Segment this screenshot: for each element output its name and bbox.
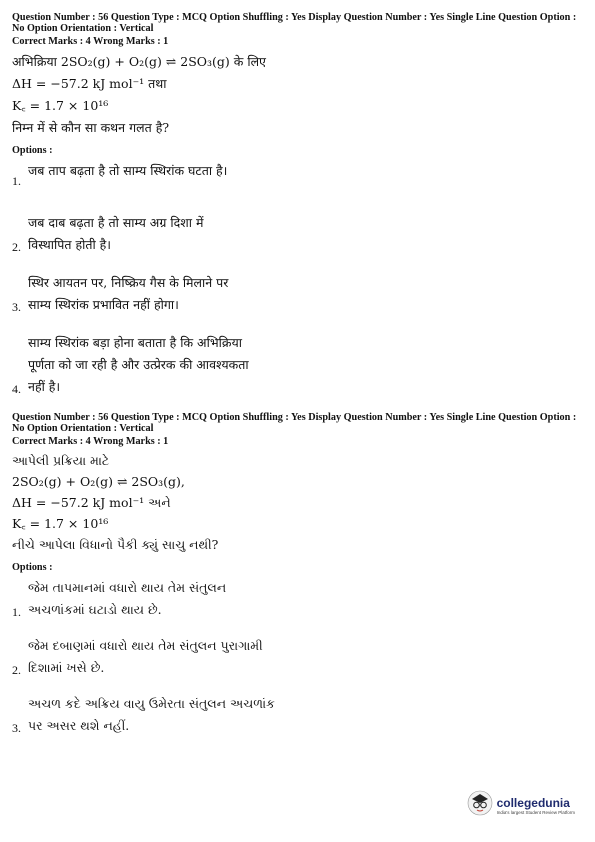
question-block-gujarati [12,412,587,737]
question-block-hindi [12,12,587,398]
marks-info: Correct Marks : 4 Wrong Marks : 1 [12,436,169,447]
question-header: Question Number : 56 Question Type : MCQ Option Shuffling : Yes Display Question Number : Yes Single Line Question Option : No Option Orientation : Vertical [12,412,577,434]
mascot-icon [467,790,493,820]
option-text: पूर्णता को जा रही है और उत्प्रेरक की आवश्यकता [28,357,249,372]
option-2[interactable] [12,212,587,256]
option-text: દિશામાં ખસે છે. [28,660,105,675]
option-number: 2. [12,663,21,677]
option-1[interactable] [12,160,587,190]
option-text: અચળાંકમાં ઘટાડો થાય છે. [28,602,162,617]
option-2[interactable] [12,635,587,679]
logo-brand: collegedunia [496,795,570,810]
question-line: ΔH = −57.2 kJ mol⁻¹ तथा [12,76,167,91]
option-text: जब दाब बढ़ता है तो साम्य अग्र दिशा में [28,215,204,230]
option-text: પર અસર થશે નહીં. [28,718,130,733]
option-text: जब ताप बढ़ता है तो साम्य स्थिरांक घटता है। [28,163,228,178]
question-line: K꜀ = 1.7 × 10¹⁶ [12,98,109,113]
question-line: 2SO₂(g) + O₂(g) ⇌ 2SO₃(g), [12,474,185,489]
option-number: 2. [12,240,21,254]
option-text: नहीं है। [28,379,61,394]
option-number: 3. [12,300,21,314]
question-line: K꜀ = 1.7 × 10¹⁶ [12,516,109,531]
option-3[interactable] [12,693,587,737]
question-header: Question Number : 56 Question Type : MCQ Option Shuffling : Yes Display Question Number : Yes Single Line Question Option : No Option Orientation : Vertical [12,12,577,34]
option-4[interactable] [12,332,587,398]
question-line: ΔH = −57.2 kJ mol⁻¹ અને [12,495,171,510]
logo-tagline: India's largest Student Review Platform [496,809,575,815]
question-line: निम्न में से कौन सा कथन गलत है? [12,120,170,135]
question-line: આપેલી પ્રક્રિયા માટે [12,453,110,468]
option-text: स्थिर आयतन पर, निष्क्रिय गैस के मिलाने पर [28,275,229,290]
options-title: Options : [12,145,53,156]
option-text: જેમ દબાણમાં વધારો થાય તેમ સંતુલન પુરાગામી [28,638,263,653]
option-text: साम्य स्थिरांक प्रभावित नहीं होगा। [28,297,179,312]
option-3[interactable] [12,272,587,316]
option-number: 1. [12,174,21,188]
option-text: विस्थापित होती है। [28,237,112,252]
option-number: 3. [12,721,21,735]
question-line: નીચે આપેલા વિધાનો પૈકી ક્યું સાચુ નથી? [12,537,219,552]
options-title: Options : [12,562,53,573]
collegedunia-logo [467,790,575,820]
option-number: 4. [12,382,21,396]
option-1[interactable] [12,577,587,621]
option-number: 1. [12,605,21,619]
marks-info: Correct Marks : 4 Wrong Marks : 1 [12,36,169,47]
option-text: અચળ કદે અક્રિય વાયુ ઉમેરતા સંતુલન અચળાંક [28,696,275,711]
question-line: अभिक्रिया 2SO₂(g) + O₂(g) ⇌ 2SO₃(g) के लिए [12,54,266,69]
option-text: જેમ તાપમાનમાં વધારો થાય તેમ સંતુલન [28,580,227,595]
option-text: साम्य स्थिरांक बड़ा होना बताता है कि अभिक्रिया [28,335,242,350]
